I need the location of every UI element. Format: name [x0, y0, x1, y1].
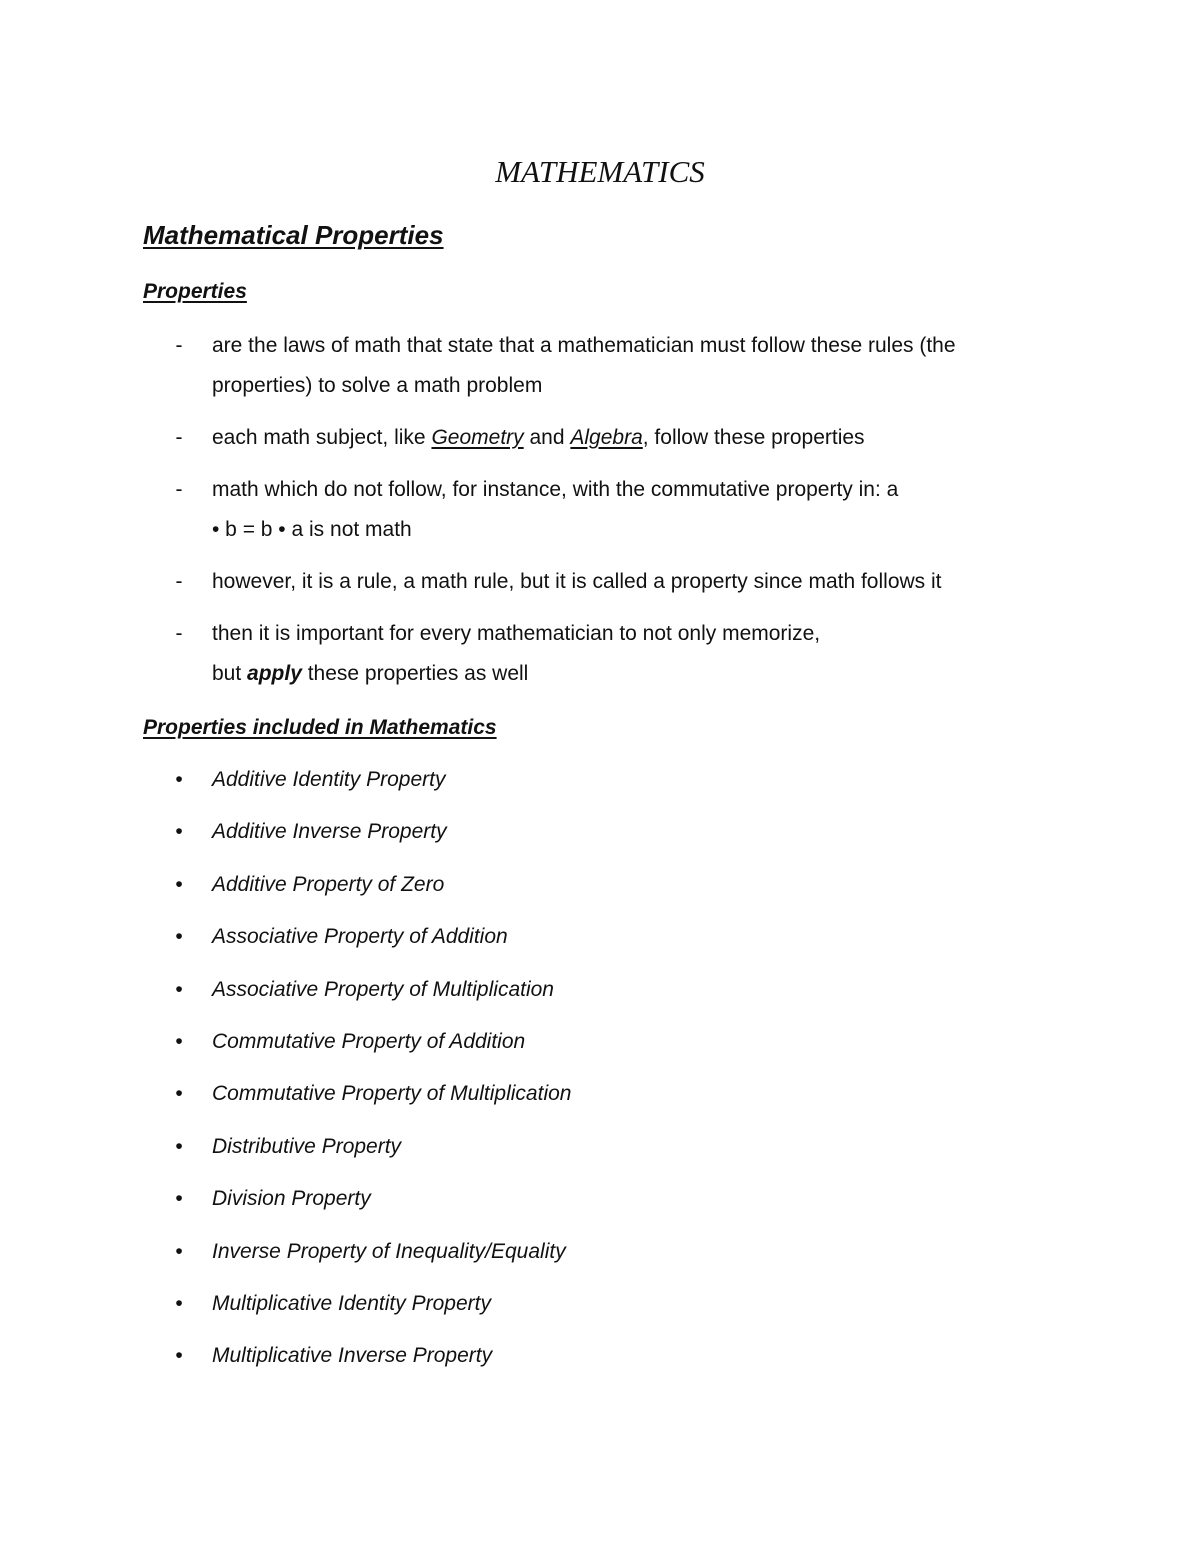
list-item	[0, 562, 1072, 602]
geometry-term: Geometry	[431, 426, 524, 449]
property-name: Associative Property of Multiplication	[212, 977, 554, 1001]
bullet-marker: •	[175, 1082, 183, 1106]
list-item	[0, 418, 1072, 458]
bullet-marker: •	[175, 1134, 183, 1158]
subheading-properties: Properties	[143, 280, 247, 303]
algebra-term: Algebra	[570, 426, 643, 449]
list-item-text: math which do not follow, for instance, with the commutative property in: a	[212, 478, 899, 501]
bullet-marker: •	[175, 768, 183, 791]
list-item	[0, 865, 1200, 905]
list-item	[0, 917, 1200, 957]
dash-marker: -	[175, 334, 183, 357]
bullet-marker: •	[175, 1029, 183, 1053]
list-item	[0, 1074, 1200, 1114]
list-item-text: but	[212, 662, 248, 685]
bullet-marker: •	[175, 1291, 183, 1315]
bullet-marker: •	[175, 1344, 183, 1368]
bullet-marker: •	[175, 977, 183, 1001]
list-item	[0, 1284, 1200, 1324]
subheading-properties-included: Properties included in Mathematics	[143, 716, 497, 739]
bullet-marker: •	[175, 820, 183, 844]
list-item-text: • b = b • a is not math	[212, 518, 412, 541]
list-item	[0, 760, 1200, 800]
property-name: Commutative Property of Multiplication	[212, 1082, 572, 1106]
list-item	[0, 1336, 1200, 1376]
property-name: Commutative Property of Addition	[212, 1029, 526, 1053]
properties-included-list	[0, 760, 1200, 1389]
list-item-text: properties) to solve a math problem	[212, 374, 543, 397]
bullet-marker: •	[175, 872, 183, 896]
list-item-text: each math subject, like	[212, 426, 432, 449]
property-name: Multiplicative Identity Property	[212, 1291, 491, 1315]
list-item-text: then it is important for every mathematician to not only memorize,	[212, 622, 821, 645]
dash-marker: -	[175, 478, 183, 501]
dash-marker: -	[175, 426, 183, 449]
dash-marker: -	[175, 622, 183, 645]
list-item	[0, 812, 1200, 852]
property-name: Division Property	[212, 1187, 371, 1211]
property-name: Associative Property of Addition	[212, 925, 508, 949]
bullet-marker: •	[175, 925, 183, 949]
list-item	[0, 470, 1072, 550]
list-item	[0, 1179, 1200, 1219]
list-item-text: , follow these properties	[642, 426, 865, 449]
property-name: Inverse Property of Inequality/Equality	[212, 1239, 566, 1263]
list-item	[0, 1127, 1200, 1167]
section-heading-mathematical-properties: Mathematical Properties	[143, 220, 444, 250]
list-item-text: and	[523, 426, 571, 449]
list-item	[0, 614, 1072, 694]
list-item-text: these properties as well	[301, 662, 529, 685]
list-item	[0, 1232, 1200, 1272]
list-item	[0, 970, 1200, 1010]
list-item-text: however, it is a rule, a math rule, but it is called a property since math follows it	[212, 570, 942, 593]
bullet-marker: •	[175, 1239, 183, 1263]
list-item	[0, 1022, 1200, 1062]
property-name: Additive Identity Property	[212, 768, 446, 791]
property-name: Distributive Property	[212, 1134, 402, 1158]
bullet-marker: •	[175, 1187, 183, 1211]
property-name: Additive Inverse Property	[212, 820, 447, 844]
page-title: MATHEMATICS	[495, 154, 705, 189]
list-item	[0, 326, 1072, 406]
list-item-text: are the laws of math that state that a mathematician must follow these rules (the	[212, 334, 956, 357]
dash-marker: -	[175, 570, 183, 593]
properties-description-list	[0, 326, 1200, 706]
property-name: Multiplicative Inverse Property	[212, 1344, 493, 1368]
apply-emphasis: apply	[247, 662, 302, 685]
property-name: Additive Property of Zero	[212, 872, 445, 896]
